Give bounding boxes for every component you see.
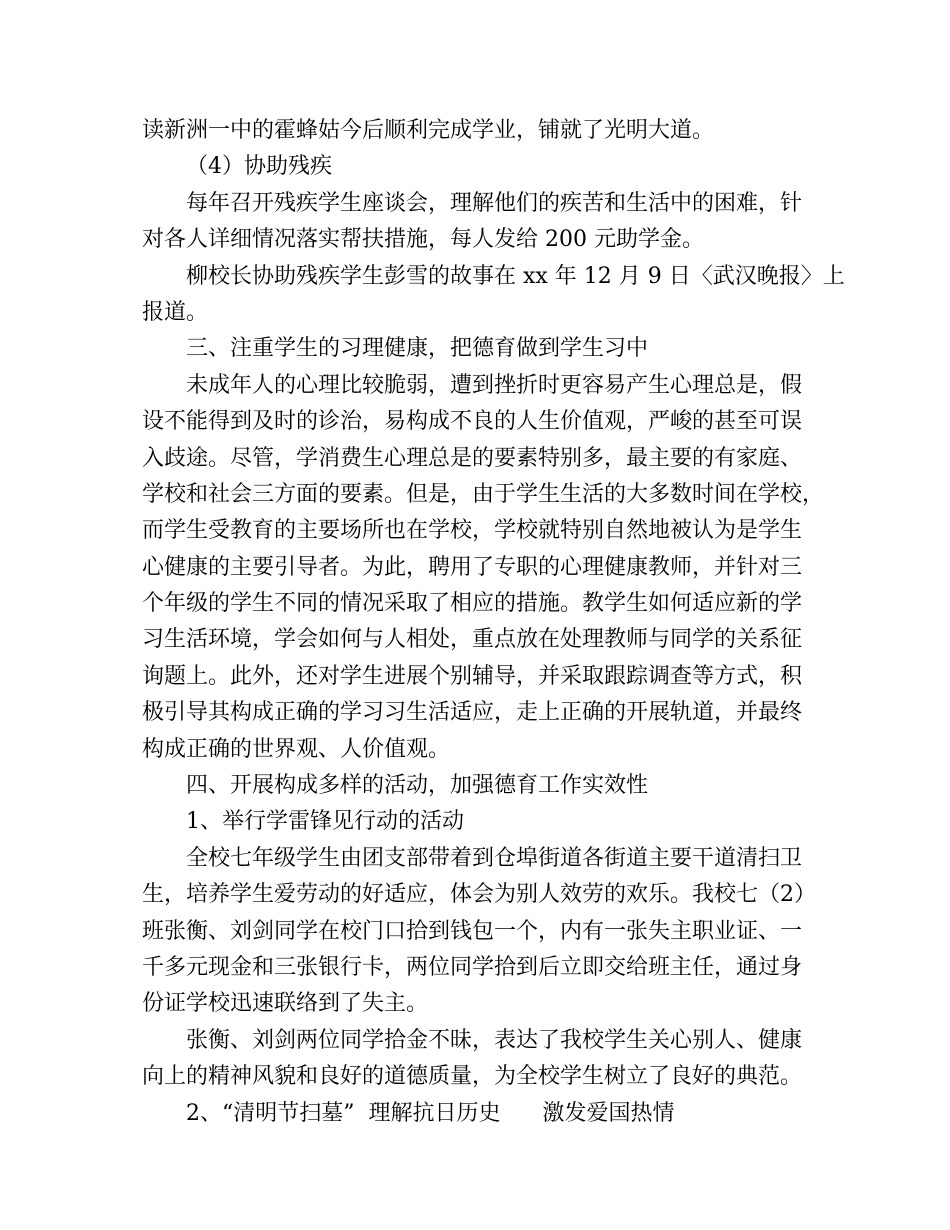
text-line: 构成正确的世界观、人价值观。: [142, 736, 451, 762]
text-line: 三、注重学生的习理健康，把德育做到学生习中: [186, 336, 649, 362]
text-line: 习生活环境，学会如何与人相处，重点放在处理教师与同学的关系征: [142, 627, 803, 653]
text-line: 极引导其构成正确的学习习生活适应，走上正确的开展轨道，并最终: [142, 700, 803, 726]
text-line: 四、开展构成多样的活动，加强德育工作实效性: [186, 773, 649, 799]
text-line: 未成年人的心理比较脆弱，遭到挫折时更容易产生心理总是，假: [186, 372, 803, 398]
text-line: 读新洲一中的霍蜂姑今后顺利完成学业，铺就了光明大道。: [142, 118, 715, 143]
text-line: 心健康的主要引导者。为此，聘用了专职的心理健康教师，并针对三: [142, 554, 803, 580]
text-line: 生，培养学生爱劳动的好适应，体会为别人效劳的欢乐。我校七（2）: [142, 882, 816, 908]
text-line: （4）协助残疾: [186, 154, 332, 180]
text-line: 报道。: [142, 299, 209, 325]
text-line: 班张衡、刘剑同学在校门口拾到钱包一个，内有一张失主职业证、一: [142, 918, 803, 944]
text-line: 入歧途。尽管，学消费生心理总是的要素特别多，最主要的有家庭、: [142, 445, 803, 471]
text-line: 询题上。此外，还对学生进展个别辅导，并采取跟踪调查等方式，积: [142, 663, 803, 689]
text-line: 而学生受教育的主要场所也在学校，学校就特别自然地被认为是学生: [142, 518, 803, 544]
text-line: 2、“清明节扫墓” 理解抗日历史 激发爱国热情: [186, 1100, 675, 1126]
text-line: 张衡、刘剑两位同学拾金不昧，表达了我校学生关心别人、健康: [186, 1027, 803, 1053]
document-body: [142, 113, 845, 1132]
text-line: 学校和社会三方面的要素。但是，由于学生生活的大多数时间在学校，: [142, 481, 825, 507]
text-line: 个年级的学生不同的情况采取了相应的措施。教学生如何适应新的学: [142, 591, 803, 617]
text-line: 千多元现金和三张银行卡，两位同学拾到后立即交给班主任，通过身: [142, 954, 803, 980]
text-line: 向上的精神风貌和良好的道德质量，为全校学生树立了良好的典范。: [142, 1064, 803, 1090]
text-line: 1、举行学雷锋见行动的活动: [186, 809, 464, 835]
text-line: 柳校长协助残疾学生彭雪的故事在 xx 年 12 月 9 日〈武汉晚报〉上: [186, 263, 845, 289]
text-line: 对各人详细情况落实帮扶措施，每人发给 200 元助学金。: [142, 227, 704, 253]
text-line: 设不能得到及时的诊治，易构成不良的人生价值观，严峻的甚至可误: [142, 409, 803, 435]
text-line: 份证学校迅速联络到了失主。: [142, 991, 429, 1017]
text-line: 全校七年级学生由团支部带着到仓埠街道各街道主要干道清扫卫: [186, 845, 803, 871]
text-line: 每年召开残疾学生座谈会，理解他们的疾苦和生活中的困难，针: [186, 190, 803, 216]
